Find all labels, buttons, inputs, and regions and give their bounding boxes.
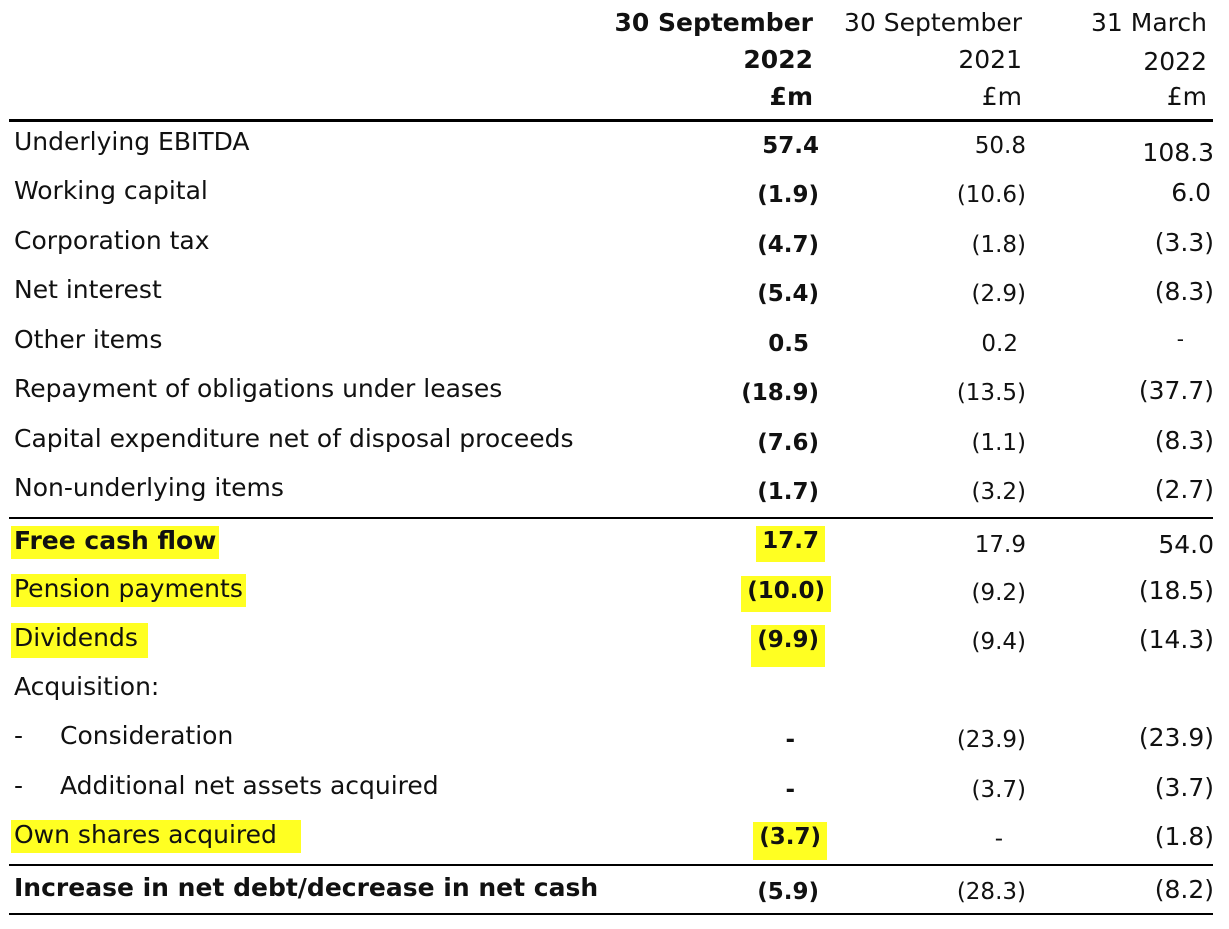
row-label: [14, 526, 219, 555]
value-2022: (7.6): [757, 430, 819, 456]
subtotal-rule: [9, 517, 1213, 519]
header-col2-line3: £m: [981, 82, 1022, 111]
header-col3-line3: £m: [1166, 82, 1207, 111]
table-row: [0, 771, 1229, 811]
highlight-mark: 17.7: [756, 526, 825, 562]
value-mar-2022: (8.3): [1154, 426, 1214, 455]
value-2022: (18.9): [741, 380, 819, 406]
value-mar-2022: (37.7): [1138, 376, 1214, 405]
total-rule: [9, 864, 1213, 866]
highlight-mark: Pension payments: [11, 574, 246, 607]
header-col-sep-2021: [844, 4, 1022, 115]
highlight-mark: (10.0): [741, 576, 831, 612]
row-label: Non-underlying items: [14, 473, 284, 502]
table-row: [0, 672, 1229, 712]
value-2021: (10.6): [956, 182, 1026, 208]
table-row: [0, 424, 1229, 464]
value-mar-2022: 108.3: [1142, 138, 1214, 167]
value-mar-2022: (2.7): [1154, 475, 1214, 504]
value-2022: 0.5: [768, 331, 809, 357]
value-2022: [741, 578, 831, 604]
header-col1-line3: £m: [769, 82, 813, 111]
row-label: Additional net assets acquired: [60, 771, 439, 800]
value-2022: -: [785, 727, 795, 753]
value-2021: (3.7): [971, 777, 1026, 803]
value-mar-2022: 54.0: [1158, 530, 1214, 559]
highlight-mark: Dividends: [11, 623, 148, 658]
value-mar-2022: -: [1176, 327, 1184, 351]
header-col1-line1: 30 September: [614, 8, 813, 37]
value-mar-2022: (8.2): [1154, 875, 1214, 904]
value-mar-2022: (8.3): [1154, 277, 1214, 306]
value-mar-2022: (23.9): [1138, 723, 1214, 752]
table-row: [0, 325, 1229, 365]
row-label: Increase in net debt/decrease in net cash: [14, 873, 599, 902]
table-row: [0, 473, 1229, 513]
value-2021: (28.3): [956, 879, 1026, 905]
value-2022: (5.4): [757, 281, 819, 307]
header-col3-line1: 31 March: [1091, 8, 1207, 37]
row-label: Working capital: [14, 176, 208, 205]
row-label: Acquisition:: [14, 672, 160, 701]
row-label: Net interest: [14, 275, 162, 304]
value-mar-2022: (3.7): [1154, 773, 1214, 802]
row-dash: -: [14, 721, 24, 750]
table-row: [0, 820, 1229, 860]
table-row: [0, 574, 1229, 614]
value-2021: 50.8: [974, 133, 1026, 159]
highlight-mark: Free cash flow: [11, 526, 219, 559]
value-2022: -: [785, 777, 795, 803]
value-2021: 17.9: [974, 532, 1026, 558]
table-row: [0, 873, 1229, 913]
row-label: [14, 574, 246, 603]
value-2022: [751, 627, 825, 653]
header-col-mar-2022: [1091, 4, 1207, 115]
table-row: [0, 721, 1229, 761]
value-2021: (2.9): [971, 281, 1026, 307]
value-2021: (23.9): [956, 727, 1026, 753]
row-label: [14, 820, 301, 849]
value-2021: -: [994, 826, 1003, 852]
value-2021: (9.2): [971, 580, 1026, 606]
value-2022: [756, 528, 825, 554]
row-label: Repayment of obligations under leases: [14, 374, 503, 403]
value-mar-2022: 6.0: [1171, 178, 1211, 207]
row-label: [14, 623, 148, 652]
row-label: Underlying EBITDA: [14, 127, 250, 156]
header-col2-line1: 30 September: [844, 8, 1022, 37]
value-2022: (4.7): [757, 232, 819, 258]
highlight-mark: Own shares acquired: [11, 820, 301, 853]
value-mar-2022: (14.3): [1138, 625, 1214, 654]
value-2021: (1.1): [971, 430, 1026, 456]
highlight-mark: (9.9): [751, 625, 825, 667]
value-2022: [753, 824, 827, 850]
value-2022: (5.9): [757, 879, 819, 905]
bottom-rule: [9, 913, 1213, 915]
value-mar-2022: (1.8): [1154, 822, 1214, 851]
table-row: [0, 226, 1229, 266]
table-row: [0, 176, 1229, 216]
value-2022: 57.4: [762, 133, 819, 159]
value-2021: (1.8): [971, 232, 1026, 258]
table-row: [0, 127, 1229, 167]
value-2021: (3.2): [971, 479, 1026, 505]
value-2022: (1.9): [757, 182, 819, 208]
row-label: Consideration: [60, 721, 234, 750]
header-col2-line2: 2021: [958, 45, 1022, 74]
table-row: [0, 623, 1229, 663]
row-label: Capital expenditure net of disposal proceeds: [14, 424, 574, 453]
value-2021: (9.4): [971, 629, 1026, 655]
value-2022: (1.7): [757, 479, 819, 505]
row-label: Other items: [14, 325, 163, 354]
value-mar-2022: (3.3): [1154, 228, 1214, 257]
header-col-sep-2022: [615, 4, 814, 115]
row-label: Corporation tax: [14, 226, 210, 255]
value-2021: 0.2: [981, 331, 1018, 357]
header-col3-line2: 2022: [1143, 47, 1207, 76]
table-row: [0, 526, 1229, 566]
header-rule: [9, 119, 1213, 122]
value-2021: (13.5): [956, 380, 1026, 406]
table-row: [0, 275, 1229, 315]
highlight-mark: (3.7): [753, 822, 827, 860]
header-col1-line2: 2022: [743, 45, 813, 74]
value-mar-2022: (18.5): [1138, 576, 1214, 605]
table-row: [0, 374, 1229, 414]
row-dash: -: [14, 771, 24, 800]
